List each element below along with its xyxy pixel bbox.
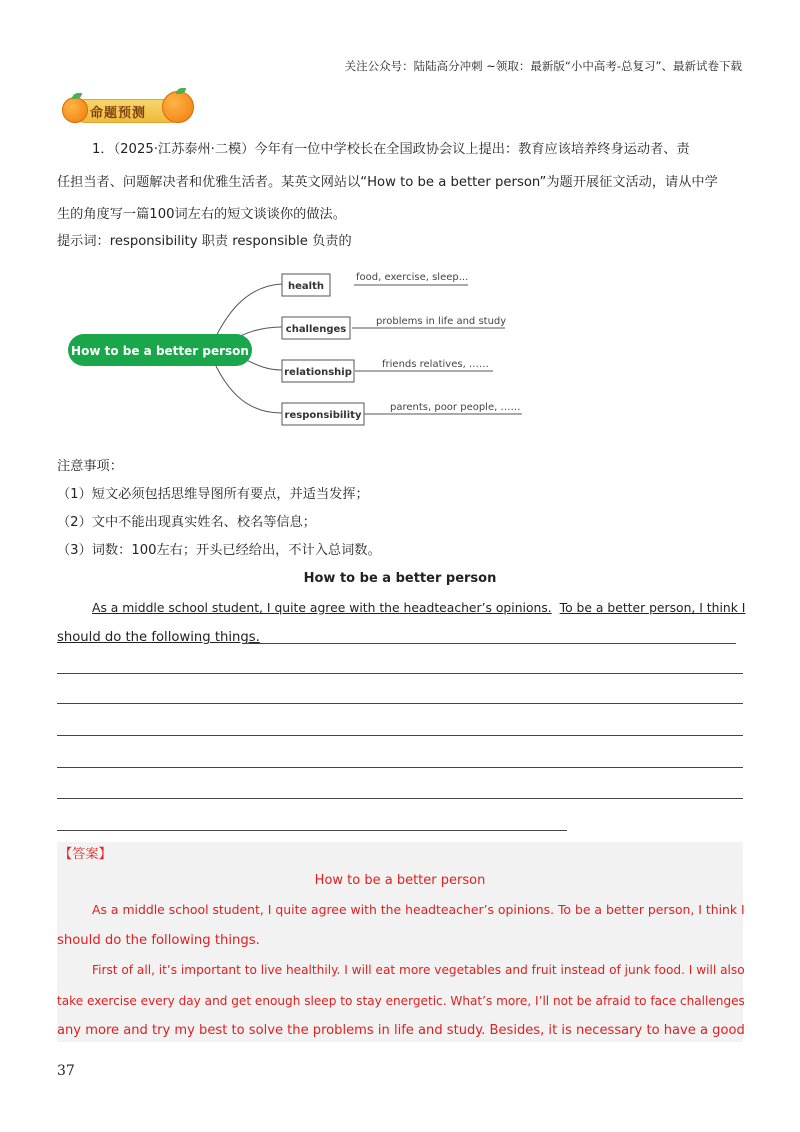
prediction-badge [60, 88, 196, 132]
orange-left-icon [62, 97, 88, 123]
note-item-1: （1）短文必须包括思维导图所有要点，并适当发挥； [57, 487, 369, 502]
notes-heading: 注意事项： [57, 459, 123, 474]
node-relationship-label: relationship [284, 367, 352, 378]
node-responsibility-label: responsibility [284, 410, 362, 421]
hint-words: 提示词：responsibility 职责 responsible 负责的 [57, 234, 352, 249]
answer-line-3: First of all, it’s important to live healthily. I will eat more vegetables and fruit instead of junk food. I will also [92, 963, 745, 977]
note-item-3: （3）词数：100左右；开头已经给出，不计入总词数。 [57, 543, 381, 558]
badge-label: 命题预测 [90, 106, 147, 121]
essay-opening-line-2 [57, 629, 260, 647]
writing-line[interactable] [57, 767, 743, 768]
answer-line-2: should do the following things. [57, 933, 260, 948]
branch-curve-responsibility [215, 364, 282, 413]
essay-opening-sentence-3: should do the following things. [57, 630, 260, 645]
answer-line-5: any more and try my best to solve the problems in life and study. Besides, it is necessary to have a good [57, 1023, 745, 1038]
writing-line[interactable] [246, 643, 736, 644]
note-relationship: friends relatives, …… [382, 359, 489, 370]
answer-label: 【答案】 [59, 847, 112, 862]
question-line-2: 任担当者、问题解决者和优雅生活者。某英文网站以“How to be a better person”为题开展征文活动，请从中学 [57, 175, 718, 190]
note-health: food, exercise, sleep... [356, 272, 469, 283]
page-number: 37 [57, 1063, 75, 1079]
writing-line[interactable] [57, 703, 743, 704]
note-responsibility: parents, poor people, …… [390, 402, 521, 413]
center-node-label: How to be a better person [71, 344, 249, 358]
answer-line-4: take exercise every day and get enough sleep to stay energetic. What’s more, I’ll not be afraid to face challenges [57, 994, 745, 1008]
node-challenges-label: challenges [285, 324, 347, 335]
essay-opening-sentence-2: To be a better person, I think I [559, 601, 746, 615]
note-challenges: problems in life and study [376, 316, 507, 327]
orange-right-icon [162, 91, 194, 123]
essay-opening-line-1 [92, 599, 745, 617]
writing-line[interactable] [57, 830, 567, 831]
answer-title: How to be a better person [314, 873, 486, 888]
writing-line[interactable] [57, 798, 743, 799]
page-header: 关注公众号：陆陆高分冲刺 ~领取：最新版“小中高考-总复习”、最新试卷下载 [344, 59, 742, 73]
note-item-2: （2）文中不能出现真实姓名、校名等信息； [57, 515, 316, 530]
node-health-label: health [288, 281, 324, 292]
mind-map [0, 260, 800, 430]
answer-line-1: As a middle school student, I quite agree with the headteacher’s opinions. To be a better person, I think I [92, 902, 745, 917]
question-line-1: 1．（2025·江苏泰州·二模）今年有一位中学校长在全国政协会议上提出：教育应该培养终身运动者、责 [92, 142, 690, 157]
question-line-3: 生的角度写一篇100词左右的短文谈谈你的做法。 [57, 207, 346, 222]
writing-line[interactable] [57, 673, 743, 674]
essay-title: How to be a better person [303, 571, 497, 586]
writing-line[interactable] [57, 735, 743, 736]
essay-opening-sentence-1: As a middle school student, I quite agree with the headteacher’s opinions. [92, 601, 552, 615]
